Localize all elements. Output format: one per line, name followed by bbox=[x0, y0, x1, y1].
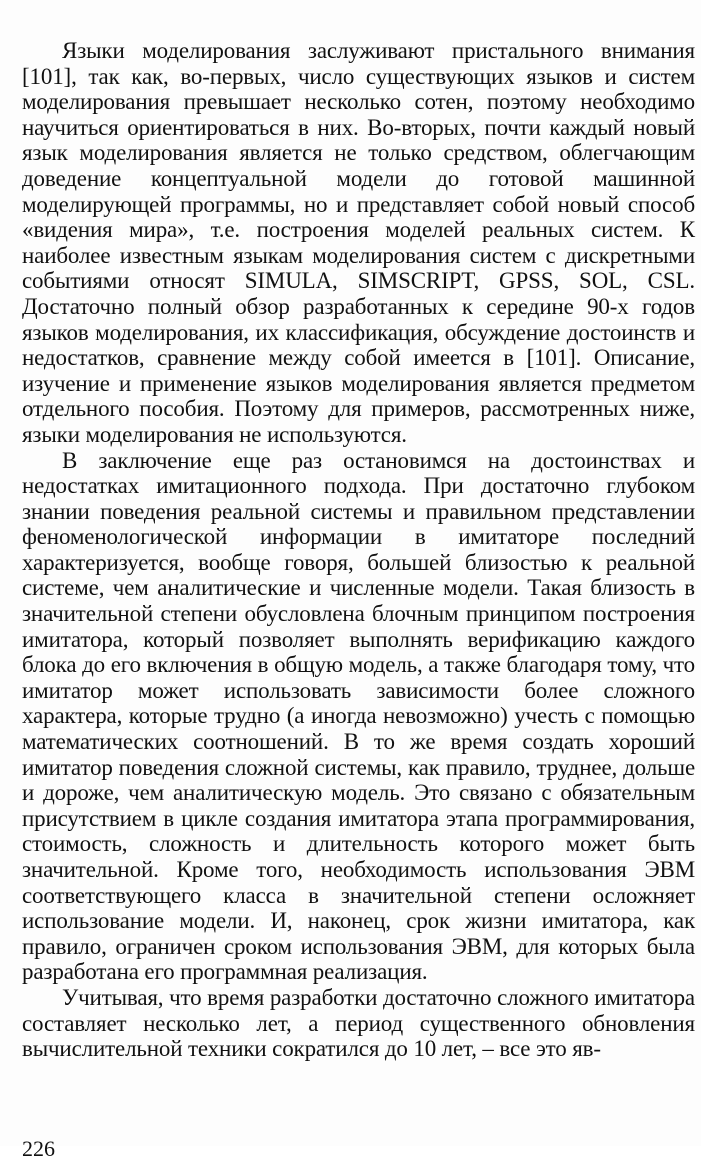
page-number: 226 bbox=[22, 1136, 55, 1161]
paragraph-conclusion: В заключение еще раз остановимся на достоинствах и недостатках имитационного подхода. При достаточно глубоком знании поведения реальной системы и правильном представлении феноменологической информации в имитаторе последний характеризуется, вообще говоря, большей близостью к реальной системе, чем аналитические и численные модели. Такая близость в значительной степени обусловлена блочным принципом построения имитатора, который позволяет выполнять верификацию каждого блока до его включения в общую модель, а также благодаря тому, что имитатор может использовать зависимости более сложного характера, которые трудно (а иногда невозможно) учесть с помощью математических соотношений. В то же время создать хороший имитатор поведения сложной системы, как правило, труднее, дольше и дороже, чем аналитическую модель. Это связано с обязательным присутствием в цикле создания имитатора этапа программирования, стоимость, сложность и длительность которого может быть значительной. Кроме того, необходимость использования ЭВМ соответствующего класса в значительной степени осложняет использование модели. И, наконец, срок жизни имитатора, как правило, ограничен сроком использования ЭВМ, для которых была разработана его программная реализация. bbox=[22, 447, 695, 985]
paragraph-development-time: Учитывая, что время разработки достаточно сложного имитатора составляет несколько лет, а период существенного обновления вычислительной техники сократился до 10 лет, – все это яв- bbox=[22, 984, 695, 1062]
body-text bbox=[22, 38, 695, 1062]
paragraph-modeling-languages: Языки моделирования заслуживают пристального внимания [101], так как, во-первых, число существующих языков и систем моделирования превышает несколько сотен, поэтому необходимо научиться ориентироваться в них. Во-вторых, почти каждый новый язык моделирования является не только средством, облегчающим доведение концептуальной модели до готовой машинной моделирующей программы, но и представляет собой новый способ «видения мира», т.е. построения моделей реальных систем. К наиболее известным языкам моделирования систем с дискретными событиями относят SIMULA, SIMSCRIPT, GPSS, SOL, CSL. Достаточно полный обзор разработанных к середине 90-х годов языков моделирования, их классификация, обсуждение достоинств и недостатков, сравнение между собой имеется в [101]. Описание, изучение и применение языков моделирования является предметом отдельного пособия. Поэтому для примеров, рассмотренных ниже, языки моделирования не используются. bbox=[22, 38, 695, 447]
